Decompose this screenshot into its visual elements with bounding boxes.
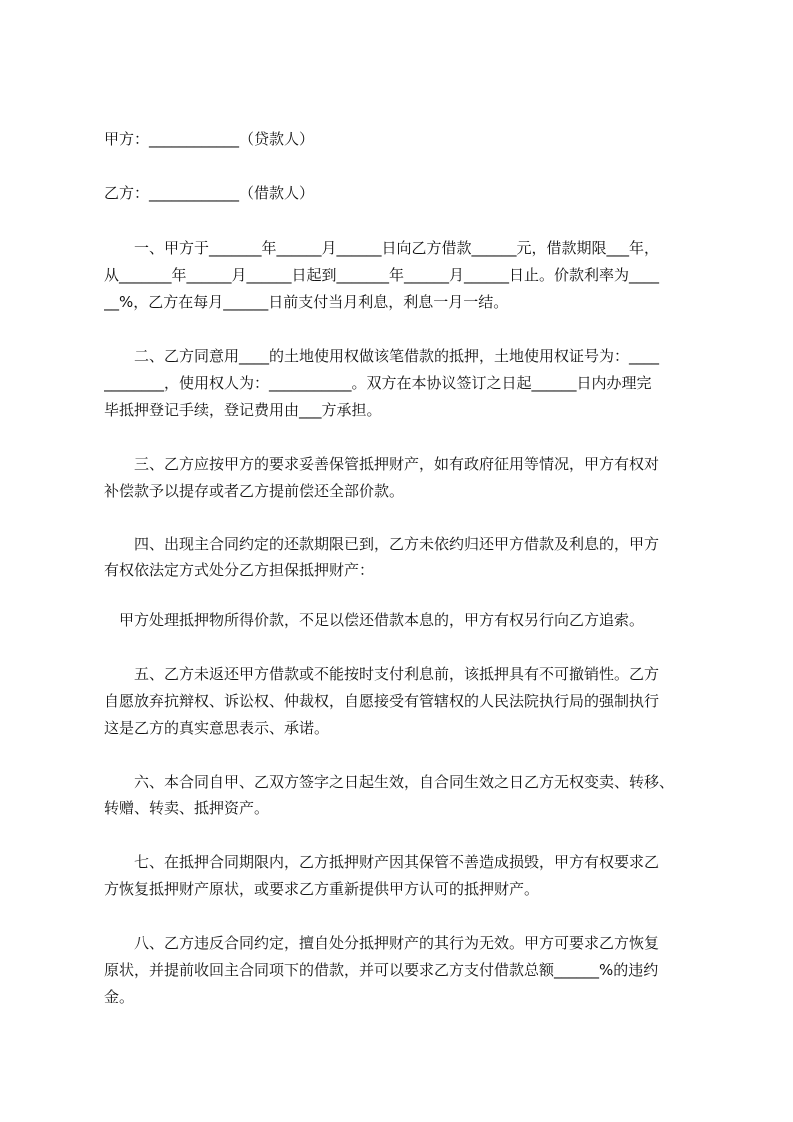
clause-8-line-3: 金。 [104,989,135,1006]
party-a-line: 甲方：____________（贷款人） [104,131,315,148]
clause-4-line-2: 有权依法定方式处分乙方担保抵押财产： [104,562,375,579]
party-b-line: 乙方：____________（借款人） [104,185,315,202]
clause-8-line-2: 原状，并提前收回主合同项下的借款，并可以要求乙方支付借款总额______%的违约 [104,962,659,979]
clause-1-line-1: 一、甲方于_______年______月______日向乙方借款______元，借款期限___年， [104,240,660,257]
clause-5-line-1: 五、乙方未返还甲方借款或不能按时支付利息前，该抵押具有不可撤销性。乙方 [104,666,660,683]
clause-3-line-1: 三、乙方应按甲方的要求妥善保管抵押财产，如有政府征用等情况，甲方有权对 [104,456,660,473]
clause-1-line-3: __%，乙方在每月______日前支付当月利息，利息一月一结。 [104,294,509,311]
clause-2-line-3: 毕抵押登记手续，登记费用由___方承担。 [104,402,382,419]
clause-4-note-line: 甲方处理抵押物所得价款，不足以偿还借款本息的，甲方有权另行向乙方追索。 [104,612,645,629]
clause-7-line-1: 七、在抵押合同期限内，乙方抵押财产因其保管不善造成损毁，甲方有权要求乙 [104,854,660,871]
clause-5-line-3: 这是乙方的真实意思表示、承诺。 [104,720,330,737]
clause-4-line-1: 四、出现主合同约定的还款期限已到，乙方未依约归还甲方借款及利息的，甲方 [104,536,660,553]
clause-5-line-2: 自愿放弃抗辩权、诉讼权、仲裁权，自愿接受有管辖权的人民法院执行局的强制执行 [104,693,660,710]
clause-3-line-2: 补偿款予以提存或者乙方提前偿还全部价款。 [104,483,405,500]
clause-7-line-2: 方恢复抵押财产原状，或要求乙方重新提供甲方认可的抵押财产。 [104,881,540,898]
clause-2-line-2: ________，使用权人为：___________。双方在本协议签订之日起______日内办理完 [104,375,652,392]
clause-2-line-1: 二、乙方同意用____的土地使用权做该笔借款的抵押，土地使用权证号为：____ [104,348,660,365]
clause-1-line-2: 从_______年______月______日起到_______年______月______日止。价款利率为____ [104,267,660,284]
clause-6-line-1: 六、本合同自甲、乙双方签字之日起生效，自合同生效之日乙方无权变卖、转移、 [104,774,675,791]
clause-8-line-1: 八、乙方违反合同约定，擅自处分抵押财产的其行为无效。甲方可要求乙方恢复 [104,935,660,952]
clause-6-line-2: 转赠、转卖、抵押资产。 [104,800,270,817]
